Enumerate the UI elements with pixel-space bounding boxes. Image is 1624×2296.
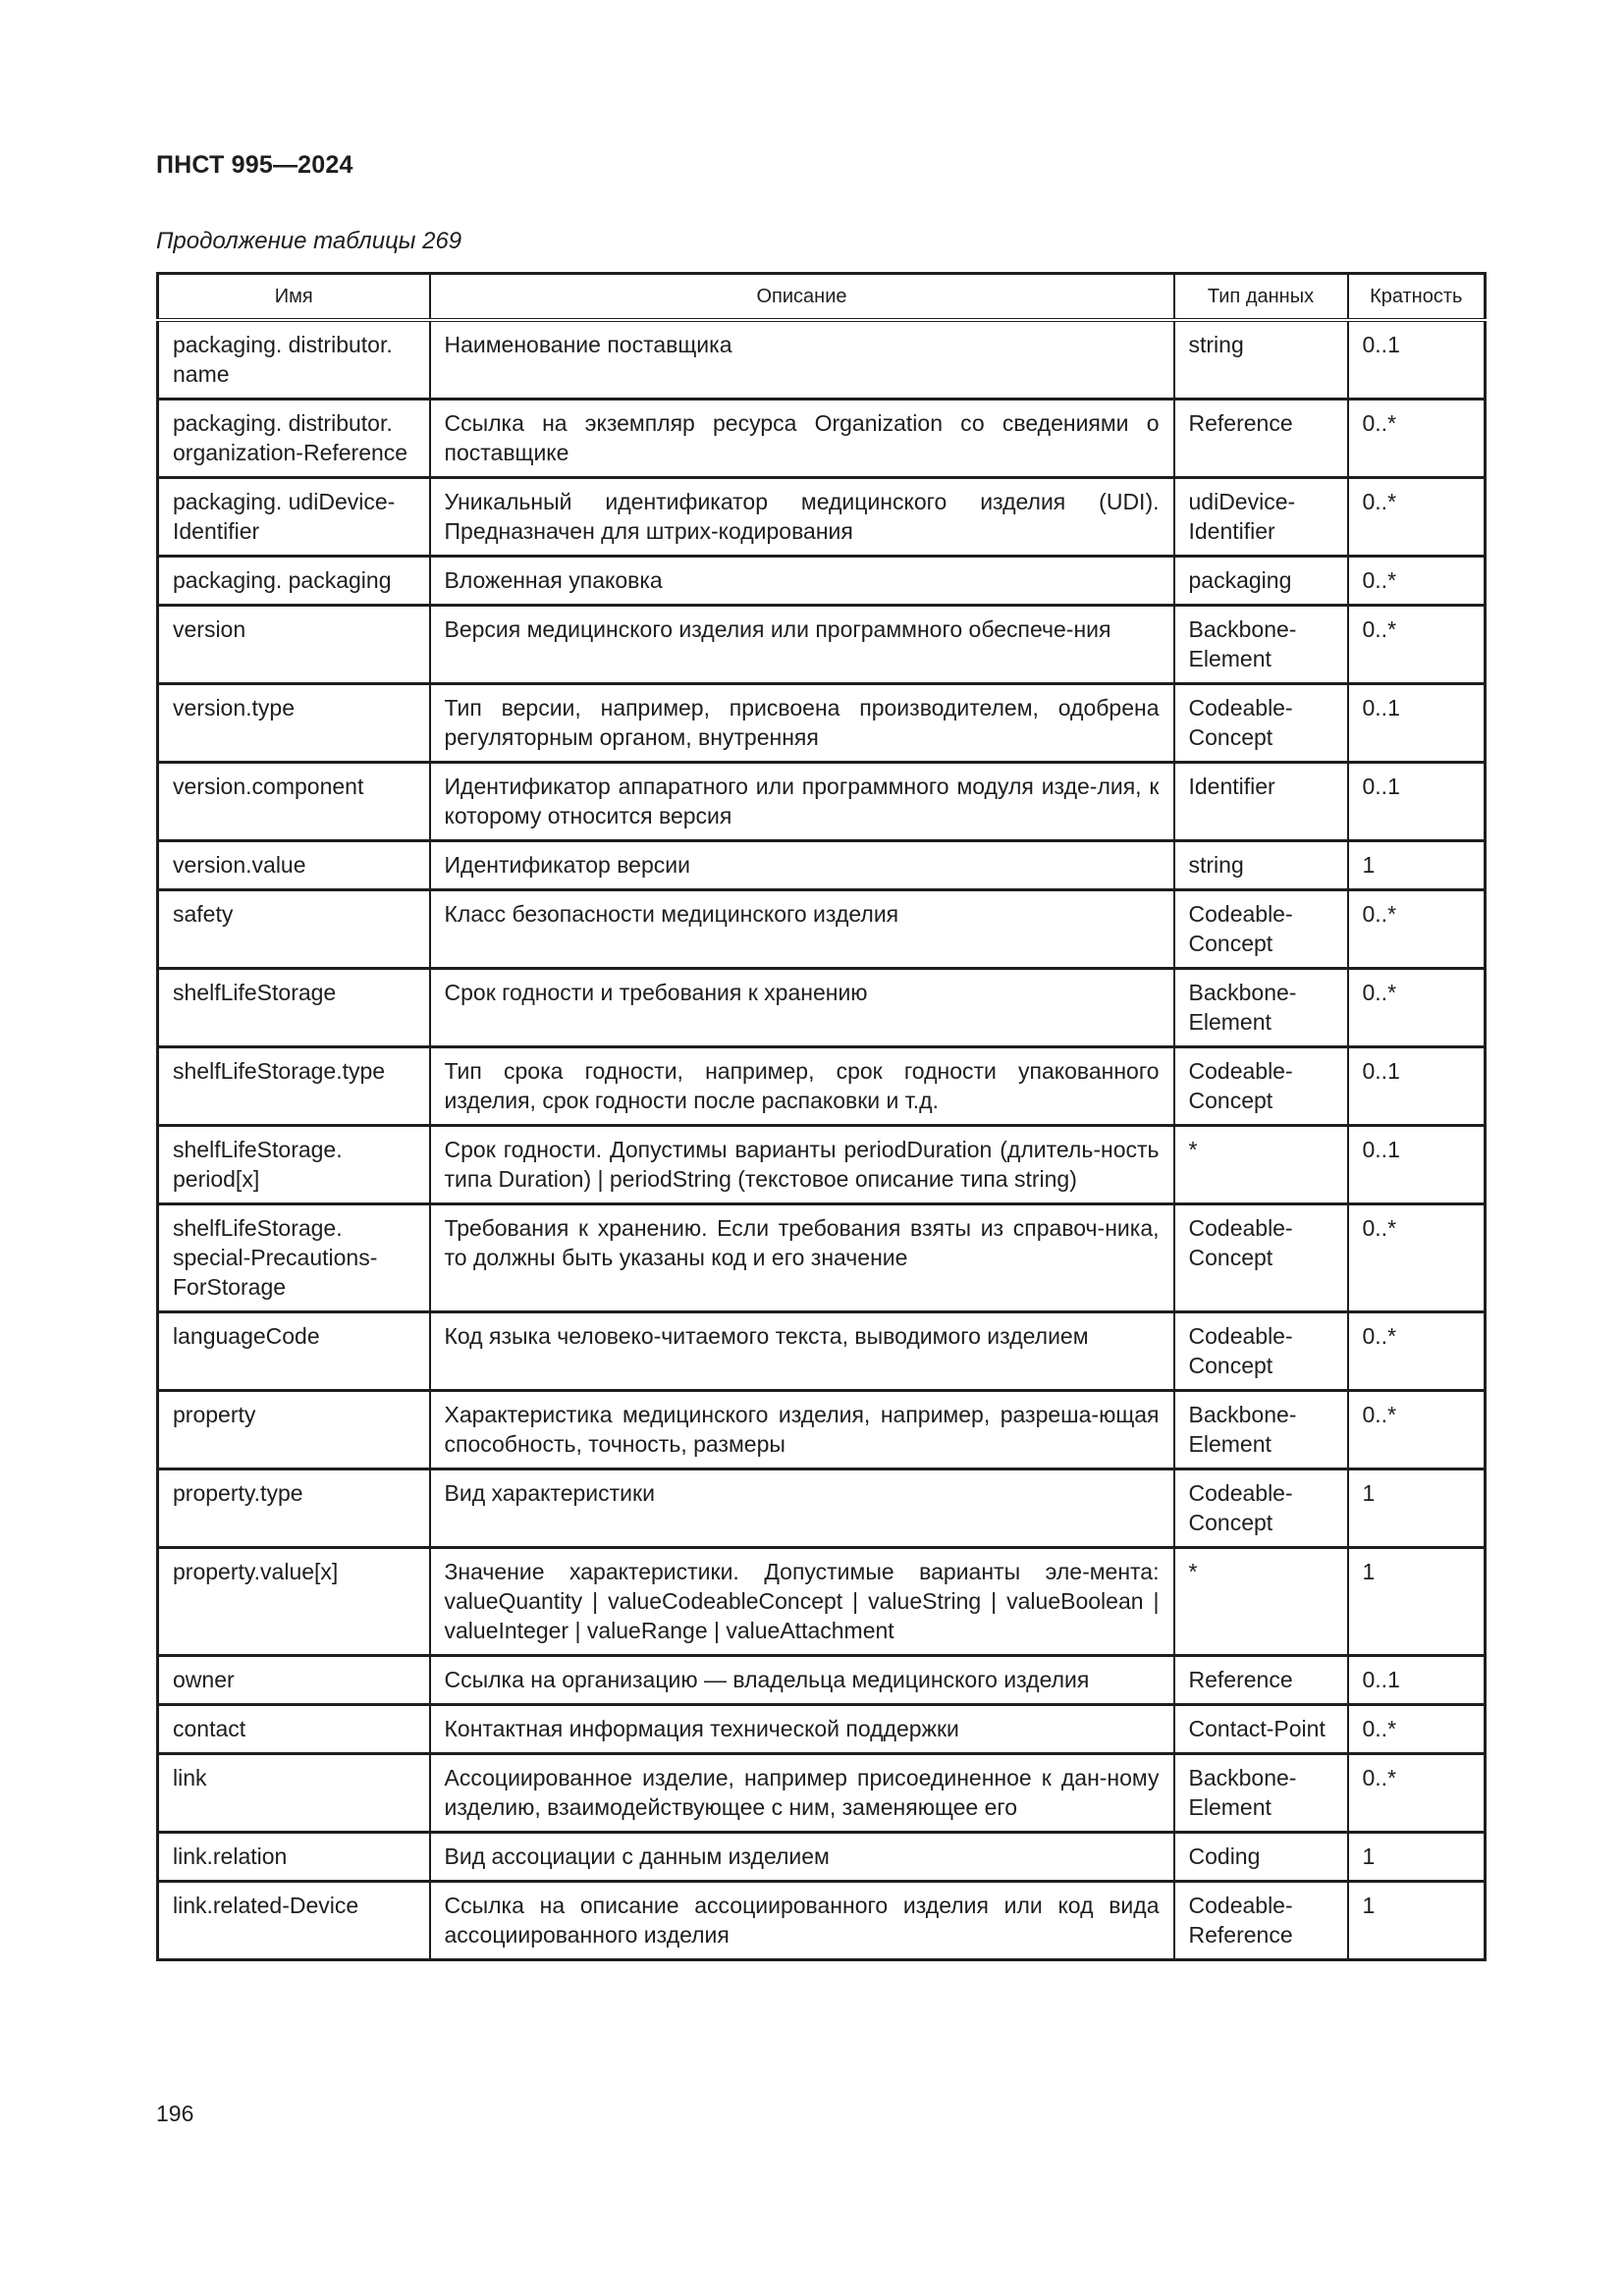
cell-cardinality: 0..1 [1348,1047,1486,1126]
cell-name: safety [158,890,430,969]
cell-name: property.type [158,1469,430,1548]
cell-data-type: Backbone-Element [1174,1754,1348,1833]
cell-name: packaging. packaging [158,557,430,606]
cell-cardinality: 0..* [1348,1312,1486,1391]
cell-cardinality: 0..* [1348,478,1486,557]
cell-description: Идентификатор версии [430,841,1174,890]
cell-description: Ссылка на организацию — владельца медицинского изделия [430,1656,1174,1705]
cell-description: Срок годности и требования к хранению [430,969,1174,1047]
table-body [158,320,1486,1960]
column-header-name: Имя [158,274,430,321]
cell-description: Вид ассоциации с данным изделием [430,1833,1174,1882]
cell-cardinality: 0..1 [1348,320,1486,400]
table-row [158,841,1486,890]
cell-data-type: * [1174,1126,1348,1204]
cell-description: Код языка человеко-читаемого текста, выводимого изделием [430,1312,1174,1391]
cell-cardinality: 0..* [1348,557,1486,606]
table-row [158,1548,1486,1656]
cell-description: Срок годности. Допустимы варианты periodDuration (длитель-ность типа Duration) | periodString (текстовое описание типа string) [430,1126,1174,1204]
cell-data-type: Contact-Point [1174,1705,1348,1754]
cell-cardinality: 1 [1348,1548,1486,1656]
cell-cardinality: 0..1 [1348,1656,1486,1705]
cell-description: Вложенная упаковка [430,557,1174,606]
table-header-row [158,274,1486,321]
cell-name: link [158,1754,430,1833]
cell-description: Идентификатор аппаратного или программного модуля изде-лия, к которому относится версия [430,763,1174,841]
cell-cardinality: 0..1 [1348,684,1486,763]
cell-description: Наименование поставщика [430,320,1174,400]
cell-cardinality: 1 [1348,1833,1486,1882]
table-row [158,1882,1486,1960]
cell-description: Требования к хранению. Если требования взяты из справоч-ника, то должны быть указаны код и его значение [430,1204,1174,1312]
table-row [158,1754,1486,1833]
table-row [158,1833,1486,1882]
cell-description: Ассоциированное изделие, например присоединенное к дан-ному изделию, взаимодействующее с ним, заменяющее его [430,1754,1174,1833]
cell-data-type: Codeable-Concept [1174,1204,1348,1312]
table-row [158,1312,1486,1391]
cell-cardinality: 1 [1348,1882,1486,1960]
cell-data-type: Identifier [1174,763,1348,841]
cell-name: shelfLifeStorage. period[x] [158,1126,430,1204]
cell-data-type: Codeable-Concept [1174,684,1348,763]
cell-data-type: Codeable-Concept [1174,1047,1348,1126]
table-row [158,478,1486,557]
cell-cardinality: 0..* [1348,400,1486,478]
cell-cardinality: 1 [1348,1469,1486,1548]
cell-data-type: Reference [1174,400,1348,478]
cell-data-type: Codeable-Concept [1174,890,1348,969]
table-row [158,320,1486,400]
cell-description: Значение характеристики. Допустимые варианты эле-мента: valueQuantity | valueCodeableConcept | valueString | valueBoolean | valueInteger | valueRange | valueAttachment [430,1548,1174,1656]
cell-name: version.type [158,684,430,763]
table-row [158,684,1486,763]
cell-description: Контактная информация технической поддержки [430,1705,1174,1754]
cell-name: packaging. distributor. organization-Reference [158,400,430,478]
cell-name: shelfLifeStorage. special-Precautions-ForStorage [158,1204,430,1312]
cell-data-type: Codeable-Concept [1174,1312,1348,1391]
cell-name: languageCode [158,1312,430,1391]
table-row [158,890,1486,969]
cell-cardinality: 0..* [1348,606,1486,684]
table-row [158,1469,1486,1548]
cell-cardinality: 0..* [1348,1754,1486,1833]
table-row [158,1126,1486,1204]
cell-cardinality: 0..* [1348,969,1486,1047]
cell-name: owner [158,1656,430,1705]
cell-cardinality: 0..* [1348,1204,1486,1312]
cell-name: shelfLifeStorage.type [158,1047,430,1126]
cell-data-type: Backbone-Element [1174,969,1348,1047]
cell-name: version [158,606,430,684]
cell-data-type: Codeable-Concept [1174,1469,1348,1548]
cell-name: property [158,1391,430,1469]
cell-name: packaging. udiDevice-Identifier [158,478,430,557]
cell-name: version.value [158,841,430,890]
cell-cardinality: 0..* [1348,1705,1486,1754]
cell-data-type: string [1174,841,1348,890]
cell-description: Вид характеристики [430,1469,1174,1548]
table-row [158,763,1486,841]
cell-name: shelfLifeStorage [158,969,430,1047]
cell-description: Ссылка на описание ассоциированного изделия или код вида ассоциированного изделия [430,1882,1174,1960]
cell-data-type: string [1174,320,1348,400]
cell-cardinality: 0..1 [1348,763,1486,841]
cell-name: link.relation [158,1833,430,1882]
table-row [158,1391,1486,1469]
cell-data-type: * [1174,1548,1348,1656]
cell-data-type: Backbone-Element [1174,606,1348,684]
cell-cardinality: 0..1 [1348,1126,1486,1204]
table-row [158,606,1486,684]
table-row [158,969,1486,1047]
cell-description: Тип срока годности, например, срок годности упакованного изделия, срок годности после распаковки и т.д. [430,1047,1174,1126]
cell-data-type: Coding [1174,1833,1348,1882]
cell-name: link.related-Device [158,1882,430,1960]
cell-description: Уникальный идентификатор медицинского изделия (UDI). Предназначен для штрих-кодирования [430,478,1174,557]
cell-cardinality: 0..* [1348,1391,1486,1469]
cell-data-type: Backbone-Element [1174,1391,1348,1469]
table-row [158,1204,1486,1312]
cell-data-type: packaging [1174,557,1348,606]
cell-name: property.value[x] [158,1548,430,1656]
cell-data-type: udiDevice-Identifier [1174,478,1348,557]
cell-data-type: Codeable-Reference [1174,1882,1348,1960]
cell-cardinality: 1 [1348,841,1486,890]
table-row [158,1656,1486,1705]
cell-data-type: Reference [1174,1656,1348,1705]
page-number: 196 [156,2101,194,2126]
cell-name: contact [158,1705,430,1754]
cell-cardinality: 0..* [1348,890,1486,969]
cell-description: Класс безопасности медицинского изделия [430,890,1174,969]
cell-name: version.component [158,763,430,841]
column-header-cardinality: Кратность [1348,274,1486,321]
table-row [158,1047,1486,1126]
table-row [158,557,1486,606]
cell-description: Тип версии, например, присвоена производителем, одобрена регуляторным органом, внутренняя [430,684,1174,763]
column-header-description: Описание [430,274,1174,321]
table-row [158,1705,1486,1754]
cell-description: Ссылка на экземпляр ресурса Organization со сведениями о поставщике [430,400,1174,478]
cell-name: packaging. distributor. name [158,320,430,400]
column-header-data-type: Тип данных [1174,274,1348,321]
table-caption: Продолжение таблицы 269 [156,228,462,254]
table-row [158,400,1486,478]
document-code: ПНСТ 995—2024 [156,151,353,179]
data-table [156,272,1487,1961]
cell-description: Характеристика медицинского изделия, например, разреша-ющая способность, точность, размеры [430,1391,1174,1469]
cell-description: Версия медицинского изделия или программного обеспече-ния [430,606,1174,684]
